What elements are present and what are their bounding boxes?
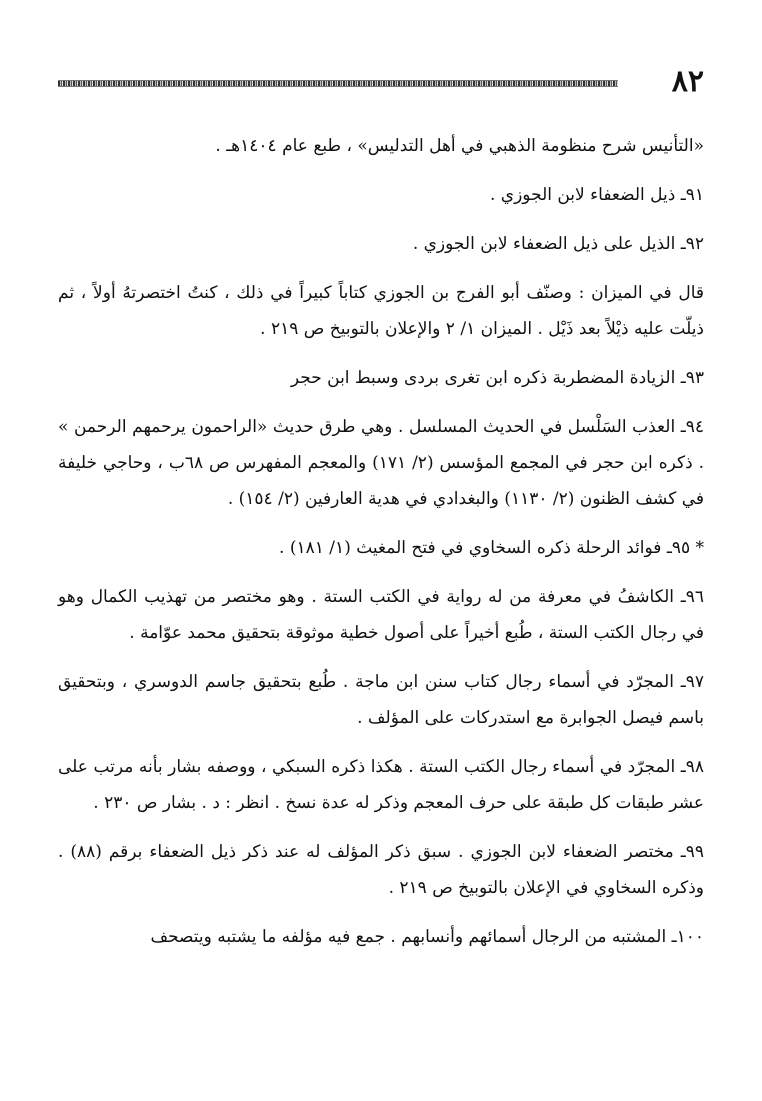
paragraph-96: ٩٦ـ الكاشفُ في معرفة من له رواية في الكتب الستة . وهو مختصر من تهذيب الكمال وهو في رجال الكتب الستة ، طُبع أخيراً على أصول خطية موثوقة بتحقيق محمد عوّامة . bbox=[58, 587, 704, 643]
paragraph-91: ٩١ـ ذيل الضعفاء لابن الجوزي . bbox=[489, 185, 704, 205]
paragraph-94: ٩٤ـ العذب السَلْسل في الحديث المسلسل . وهي طرق حديث «الراحمون يرحمهم الرحمن » . ذكره ابن حجر في المجمع المؤسس (٢/ ١٧١) والمعجم المفهرس ص ٦٨ب ، وحاجي خليفة في كشف الظنون (٢/ ١١٣٠) والبغدادي في هدية العارفين (٢/ ١٥٤) . bbox=[58, 417, 704, 509]
paragraph-100: ١٠٠ـ المشتبه من الرجال أسمائهم وأنسابهم . جمع فيه مؤلفه ما يشتبه ويتصحف bbox=[150, 927, 704, 947]
paragraph-99: ٩٩ـ مختصر الضعفاء لابن الجوزي . سبق ذكر المؤلف له عند ذكر ذيل الضعفاء برقم (٨٨) . وذكره السخاوي في الإعلان بالتوبيخ ص ٢١٩ . bbox=[58, 842, 704, 898]
paragraph-95: * ٩٥ـ فوائد الرحلة ذكره السخاوي في فتح المغيث (١/ ١٨١) . bbox=[279, 538, 704, 558]
page-body bbox=[58, 128, 704, 968]
paragraph-mizan-quote: قال في الميزان : وصنّف أبو الفرج بن الجوزي كتاباً كبيراً في ذلك ، كنتُ اختصرتهُ أولاً ، ثم ذيلّت عليه ذيْلاً بعد ذَيْل . الميزان ١/ ٢ والإعلان بالتوبيخ ص ٢١٩ . bbox=[58, 283, 704, 339]
paragraph-93: ٩٣ـ الزيادة المضطربة ذكره ابن تغرى بردى وسبط ابن حجر bbox=[290, 368, 704, 388]
page-header bbox=[58, 62, 704, 102]
paragraph-98: ٩٨ـ المجرّد في أسماء رجال الكتب الستة . هكذا ذكره السبكي ، ووصفه بشار بأنه مرتب على عشر طبقات كل طبقة على حرف المعجم وذكر له عدة نسخ . انظر : د . بشار ص ٢٣٠ . bbox=[58, 757, 704, 813]
paragraph-92: ٩٢ـ الذيل على ذيل الضعفاء لابن الجوزي . bbox=[412, 234, 704, 254]
page-number: ٨٢ bbox=[671, 64, 704, 99]
paragraph-97: ٩٧ـ المجرّد في أسماء رجال كتاب سنن ابن ماجة . طُبع بتحقيق جاسم الدوسري ، وبتحقيق باسم فيصل الجوابرة مع استدركات على المؤلف . bbox=[58, 672, 704, 728]
header-rule bbox=[58, 80, 618, 87]
paragraph-tadlis: «التأنيس شرح منظومة الذهبي في أهل التدليس» ، طبع عام ١٤٠٤هـ . bbox=[215, 136, 704, 156]
